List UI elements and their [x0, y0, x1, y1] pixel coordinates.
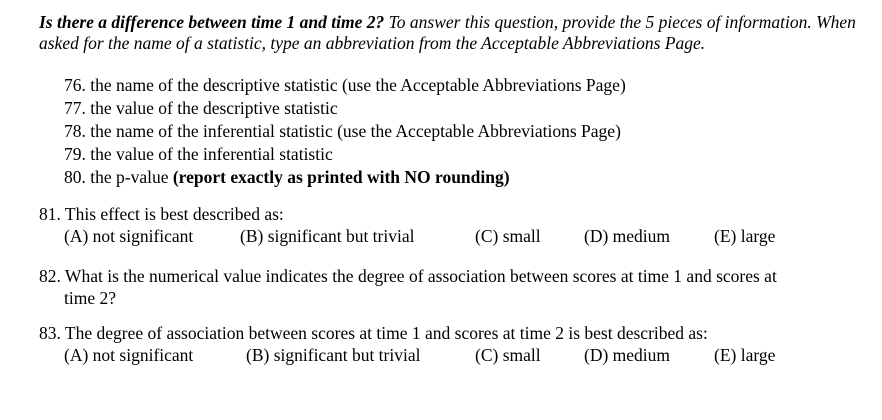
question-82-line-1: 82. What is the numerical value indicates the degree of association between scores at time 1 and scores at — [39, 266, 777, 286]
question-83-text: 83. The degree of association between scores at time 1 and scores at time 2 is best described as: — [39, 323, 708, 343]
question-81-options — [64, 226, 869, 250]
q81-option-a: (A) not significant — [64, 226, 194, 246]
list-item — [64, 144, 864, 167]
q83-option-c: (C) small — [475, 345, 541, 365]
item-80-text: 80. the p-value — [64, 167, 173, 187]
list-item — [64, 75, 864, 98]
question-81-text: 81. This effect is best described as: — [39, 204, 284, 224]
q83-option-e: (E) large — [714, 345, 776, 365]
question-83 — [39, 323, 869, 369]
numbered-item-list — [64, 75, 864, 190]
item-80-emphasis: (report exactly as printed with NO rounding) — [172, 167, 510, 187]
item-77-text: 77. the value of the descriptive statistic — [64, 98, 338, 118]
item-79-text: 79. the value of the inferential statistic — [64, 144, 333, 164]
question-82 — [39, 266, 859, 310]
q81-option-d: (D) medium — [584, 226, 671, 246]
q81-option-e: (E) large — [714, 226, 776, 246]
list-item — [64, 121, 864, 144]
intro-instructions: To answer this question, provide the 5 pieces of information. When asked for the name of a statistic, type an abbreviation from the Acceptable Abbreviations Page. — [39, 12, 856, 53]
question-81 — [39, 204, 869, 250]
q83-option-d: (D) medium — [584, 345, 671, 365]
item-78-text: 78. the name of the inferential statistic (use the Acceptable Abbreviations Page) — [64, 121, 621, 141]
q83-option-a: (A) not significant — [64, 345, 194, 365]
question-83-options — [64, 345, 869, 369]
q81-option-b: (B) significant but trivial — [240, 226, 415, 246]
intro-paragraph — [39, 12, 869, 54]
q83-option-b: (B) significant but trivial — [246, 345, 421, 365]
q81-option-c: (C) small — [475, 226, 541, 246]
intro-question: Is there a difference between time 1 and time 2? — [39, 12, 385, 32]
item-76-text: 76. the name of the descriptive statistic (use the Acceptable Abbreviations Page) — [64, 75, 626, 95]
list-item — [64, 167, 864, 190]
list-item — [64, 98, 864, 121]
question-82-line-2: time 2? — [64, 288, 116, 308]
